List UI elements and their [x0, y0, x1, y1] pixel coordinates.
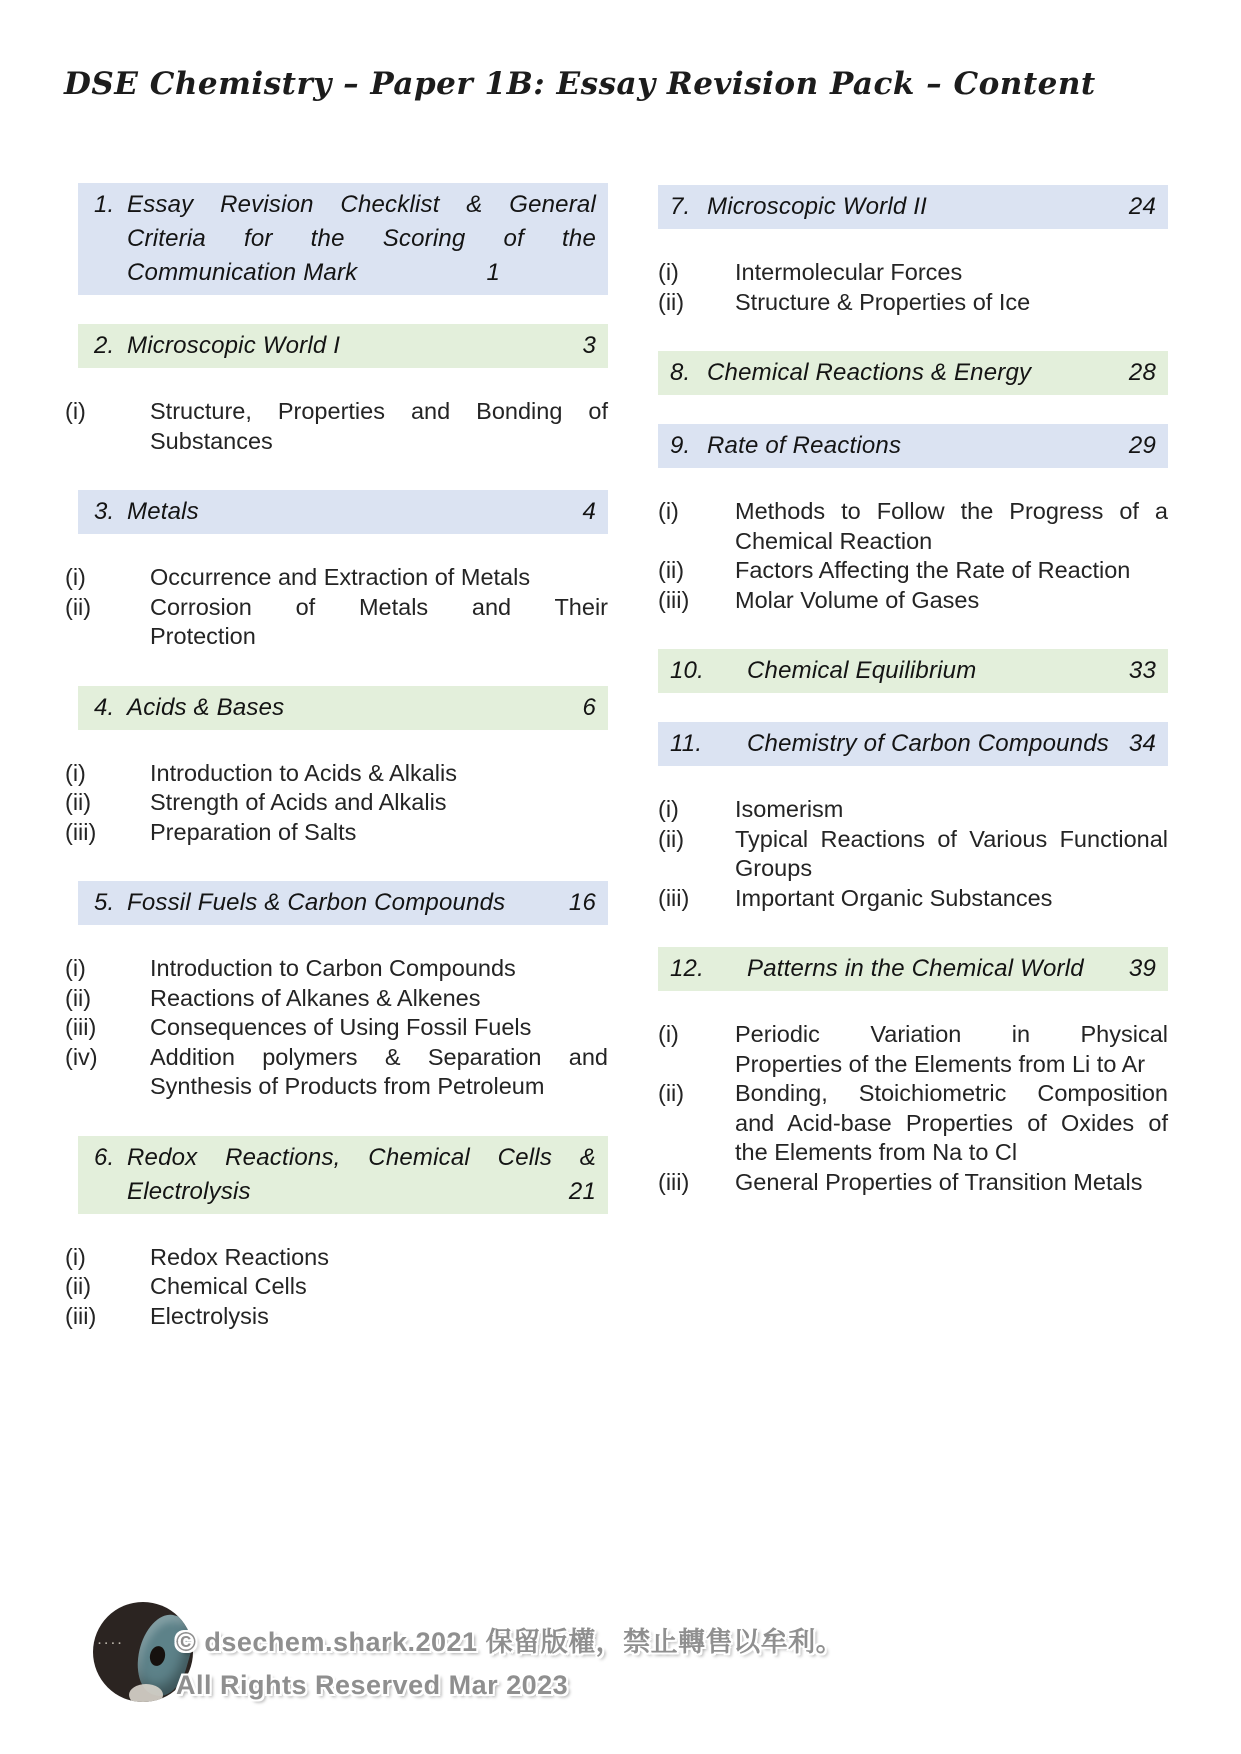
section-number: 8.: [670, 359, 691, 386]
topic-text-line: Occurrence and Extraction of Metals: [150, 564, 531, 590]
section-title-line: Criteria for the Scoring of the: [127, 225, 596, 252]
topic-list: [65, 563, 608, 652]
topic-text-line: Bonding, Stoichiometric Composition: [735, 1080, 1168, 1106]
topic-marker: (ii): [658, 825, 685, 852]
section-header-5: [78, 881, 608, 925]
topic-text-line: the Elements from Na to Cl: [735, 1139, 1018, 1165]
topic-text-line: Methods to Follow the Progress of a: [735, 498, 1168, 524]
topic-text-line: Introduction to Carbon Compounds: [150, 955, 516, 981]
topic-marker: (iii): [65, 818, 97, 845]
section-title-last-line: [127, 256, 596, 290]
section-title-lines: [127, 1141, 596, 1209]
topic-row: [658, 497, 1168, 556]
section-page-number: 39: [1128, 955, 1156, 982]
topic-marker: (i): [658, 259, 679, 285]
topic-row: [65, 1043, 608, 1102]
topic-text: [150, 397, 608, 456]
section-number: 6.: [94, 1143, 115, 1171]
topic-row: [65, 563, 608, 593]
topic-marker: (ii): [65, 789, 92, 815]
topic-text: [150, 1302, 608, 1332]
topic-text: [150, 759, 608, 789]
topic-text: [150, 1243, 608, 1273]
topic-row: [658, 1168, 1168, 1198]
topic-text: [735, 288, 1168, 318]
topic-text-line: and Acid-base Properties of Oxides of: [735, 1109, 1168, 1136]
topic-list: [658, 497, 1168, 615]
topic-row: [65, 759, 608, 789]
section-title: Acids & Bases: [127, 693, 285, 721]
section-header-4: [78, 686, 608, 730]
section-title-line: Electrolysis: [127, 1177, 251, 1205]
topic-row: [658, 258, 1168, 288]
section-number: 3.: [94, 498, 115, 525]
topic-marker: (i): [65, 955, 86, 981]
topic-marker: (i): [65, 759, 86, 786]
section-page-number: 33: [1128, 657, 1156, 684]
section-header-9: [658, 424, 1168, 468]
section-number: 11.: [670, 730, 703, 757]
section-header-2: [78, 324, 608, 368]
topic-text: [735, 556, 1168, 586]
topic-list: [65, 1243, 608, 1332]
topic-text: [150, 593, 608, 652]
section-page-number: 3: [582, 332, 596, 359]
topic-text: [735, 258, 1168, 288]
topic-list: [65, 759, 608, 848]
section-number: 7.: [670, 193, 691, 220]
topic-marker: (ii): [65, 984, 92, 1011]
section-header-3: [78, 490, 608, 534]
section-page-number: 29: [1128, 432, 1156, 459]
topic-text-line: Structure, Properties and Bonding of: [150, 398, 608, 424]
topic-row: [65, 788, 608, 818]
topic-text: [150, 1013, 608, 1043]
topic-marker: (iii): [65, 1014, 97, 1040]
toc-left-column: [65, 183, 608, 1365]
topic-text: [735, 586, 1168, 616]
topic-list: [658, 1020, 1168, 1197]
topic-text: [150, 818, 608, 848]
section-number: 1.: [94, 191, 115, 218]
topic-text-line: Structure & Properties of Ice: [735, 288, 1031, 315]
topic-marker: (ii): [65, 593, 92, 620]
topic-marker: (iii): [65, 1302, 97, 1329]
topic-text: [735, 1020, 1168, 1079]
topic-marker: (iii): [658, 586, 690, 613]
topic-text-line: Consequences of Using Fossil Fuels: [150, 1014, 532, 1040]
topic-row: [65, 1243, 608, 1273]
topic-marker: (iv): [65, 1043, 98, 1070]
topic-marker: (ii): [65, 1273, 92, 1299]
topic-list: [658, 795, 1168, 913]
topic-text-line: Redox Reactions: [150, 1243, 329, 1270]
topic-marker: (ii): [658, 557, 685, 583]
section-page-number: 4: [582, 498, 596, 525]
topic-row: [658, 795, 1168, 825]
page-title: DSE Chemistry – Paper 1B: Essay Revision Pack – Content: [64, 66, 1096, 102]
topic-text-line: Isomerism: [735, 796, 844, 822]
topic-row: [65, 1013, 608, 1043]
section-title: Rate of Reactions: [707, 432, 902, 459]
topic-marker: (iii): [658, 1168, 690, 1195]
section-title-lines: [127, 188, 596, 290]
topic-marker: (i): [65, 564, 86, 590]
section-title: Chemical Reactions & Energy: [707, 359, 1032, 386]
section-page-number: 24: [1128, 193, 1156, 220]
logo-light-patch: [129, 1684, 163, 1702]
logo-photo-text: ····: [98, 1638, 125, 1650]
section-title: Microscopic World I: [127, 332, 341, 359]
topic-row: [658, 288, 1168, 318]
section-number: 4.: [94, 693, 115, 721]
topic-row: [65, 1272, 608, 1302]
section-page-number: 21: [568, 1177, 596, 1205]
topic-marker: (i): [65, 398, 86, 424]
section-page-number: 6: [582, 693, 596, 721]
section-title-line: Communication Mark: [127, 259, 358, 286]
topic-text: [735, 497, 1168, 556]
topic-text: [735, 825, 1168, 884]
section-header-7: [658, 185, 1168, 229]
topic-text: [735, 795, 1168, 825]
topic-marker: (i): [658, 796, 679, 822]
section-page-number: 16: [568, 889, 596, 916]
topic-row: [65, 593, 608, 652]
topic-text-line: Synthesis of Products from Petroleum: [150, 1073, 545, 1099]
topic-row: [658, 1020, 1168, 1079]
topic-text-line: Substances: [150, 427, 273, 454]
topic-text-line: General Properties of Transition Metals: [735, 1168, 1143, 1195]
topic-marker: (i): [658, 498, 679, 524]
section-header-8: [658, 351, 1168, 395]
topic-text-line: Molar Volume of Gases: [735, 586, 980, 613]
section-title: Microscopic World II: [707, 193, 928, 220]
section-header-12: [658, 947, 1168, 991]
section-header-1: [78, 183, 608, 295]
topic-row: [658, 884, 1168, 914]
topic-text-line: Introduction to Acids & Alkalis: [150, 759, 457, 786]
section-number: 10.: [670, 657, 704, 684]
topic-row: [658, 825, 1168, 884]
topic-text-line: Intermolecular Forces: [735, 259, 963, 285]
topic-text: [150, 1272, 608, 1302]
topic-list: [658, 258, 1168, 317]
topic-text-line: Strength of Acids and Alkalis: [150, 789, 447, 815]
topic-text-line: Reactions of Alkanes & Alkenes: [150, 984, 481, 1011]
section-number: 5.: [94, 889, 115, 916]
topic-marker: (i): [658, 1021, 679, 1047]
section-header-6: [78, 1136, 608, 1214]
topic-marker: (i): [65, 1243, 86, 1270]
section-page-number: 1: [486, 259, 500, 286]
topic-row: [658, 556, 1168, 586]
topic-text: [735, 884, 1168, 914]
topic-text: [735, 1079, 1168, 1168]
section-page-number: 28: [1128, 359, 1156, 386]
section-title-line: Essay Revision Checklist & General: [127, 191, 596, 218]
section-number: 9.: [670, 432, 691, 459]
topic-list: [65, 954, 608, 1102]
topic-text-line: Groups: [735, 855, 813, 881]
topic-row: [658, 586, 1168, 616]
topic-marker: (ii): [658, 288, 685, 315]
topic-row: [65, 984, 608, 1014]
section-number: 12.: [670, 955, 704, 982]
topic-text-line: Preparation of Salts: [150, 818, 357, 845]
section-header-11: [658, 722, 1168, 766]
section-title: Chemistry of Carbon Compounds: [747, 730, 1109, 757]
section-title: Metals: [127, 498, 199, 525]
topic-row: [658, 1079, 1168, 1168]
topic-text-line: Chemical Cells: [150, 1273, 307, 1299]
topic-text-line: Typical Reactions of Various Functional: [735, 825, 1168, 852]
topic-text: [150, 563, 608, 593]
topic-text: [150, 984, 608, 1014]
copyright-line-1: © dsechem.shark.2021 保留版權，禁止轉售以牟利。: [176, 1627, 844, 1657]
topic-text: [150, 788, 608, 818]
topic-text-line: Addition polymers & Separation and: [150, 1043, 608, 1070]
topic-text-line: Properties of the Elements from Li to Ar: [735, 1050, 1146, 1077]
topic-marker: (iii): [658, 884, 690, 911]
topic-row: [65, 954, 608, 984]
section-title: Patterns in the Chemical World: [747, 955, 1084, 982]
topic-row: [65, 397, 608, 456]
toc-right-column: [658, 185, 1168, 1231]
topic-marker: (ii): [658, 1080, 685, 1106]
section-title-last-line: [127, 1175, 596, 1209]
topic-text-line: Factors Affecting the Rate of Reaction: [735, 557, 1131, 583]
topic-text-line: Protection: [150, 623, 256, 649]
copyright-line-2: All Rights Reserved Mar 2023: [176, 1670, 569, 1700]
topic-row: [65, 818, 608, 848]
section-page-number: 34: [1128, 730, 1156, 757]
section-title-line: Redox Reactions, Chemical Cells &: [127, 1143, 596, 1171]
topic-text-line: Corrosion of Metals and Their: [150, 593, 608, 620]
topic-list: [65, 397, 608, 456]
topic-text-line: Periodic Variation in Physical: [735, 1021, 1168, 1047]
section-title: Fossil Fuels & Carbon Compounds: [127, 889, 506, 916]
topic-text: [735, 1168, 1168, 1198]
section-number: 2.: [94, 332, 115, 359]
topic-text-line: Chemical Reaction: [735, 527, 933, 554]
topic-text: [150, 954, 608, 984]
section-title: Chemical Equilibrium: [747, 657, 977, 684]
topic-text-line: Electrolysis: [150, 1302, 269, 1329]
topic-row: [65, 1302, 608, 1332]
topic-text: [150, 1043, 608, 1102]
section-header-10: [658, 649, 1168, 693]
topic-text-line: Important Organic Substances: [735, 884, 1053, 911]
